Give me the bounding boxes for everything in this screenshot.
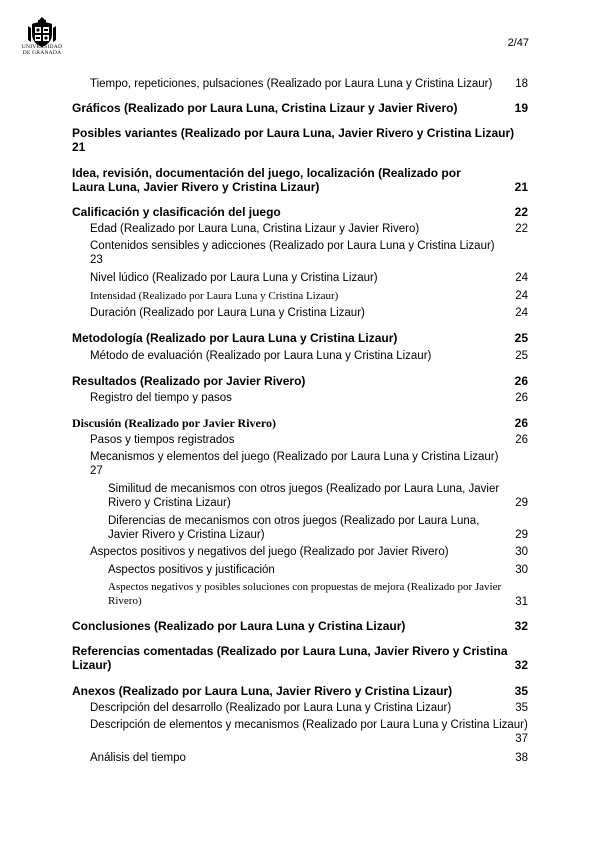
toc-entry-title: Calificación y clasificación del juego — [72, 205, 281, 219]
toc-entry-title: Aspectos positivos y negativos del juego (Realizado por Javier Rivero) — [90, 546, 449, 558]
toc-entry-title: Mecanismos y elementos del juego (Realizado por Laura Luna y Cristina Lizaur) 27 — [90, 451, 499, 477]
toc-entry-title: Similitud de mecanismos con otros juegos (Realizado por Laura Luna, Javier Rivero y Cristina Lizaur) — [108, 483, 500, 509]
toc-entry-title: Posibles variantes (Realizado por Laura Luna, Javier Rivero y Cristina Lizaur) 21 — [72, 126, 515, 154]
toc-entry[interactable] — [90, 718, 528, 746]
toc-entry-page: 31 — [515, 596, 528, 608]
toc-entry-title: Descripción de elementos y mecanismos (Realizado por Laura Luna y Cristina Lizaur) — [90, 719, 528, 731]
toc-entry[interactable] — [90, 391, 528, 405]
toc-entry-page: 18 — [515, 78, 528, 90]
toc-entry-title: Aspectos negativos y posibles soluciones con propuestas de mejora (Realizado por Javier Rivero) — [108, 581, 502, 607]
toc-entry[interactable] — [72, 205, 528, 219]
toc-entry[interactable] — [90, 239, 528, 267]
toc-entry-title: Intensidad (Realizado por Laura Luna y Cristina Lizaur) — [90, 290, 339, 302]
toc-entry-page: 22 — [514, 205, 528, 219]
toc-entry-page: 32 — [514, 619, 528, 633]
toc-entry[interactable] — [72, 619, 528, 633]
toc-entry[interactable] — [72, 166, 528, 194]
toc-entry-page: 19 — [514, 101, 528, 115]
toc-entry[interactable] — [90, 271, 528, 285]
toc-entry-title: Diferencias de mecanismos con otros juegos (Realizado por Laura Luna, Javier Rivero y Cristina Lizaur) — [108, 515, 480, 541]
toc-entry-title: Registro del tiempo y pasos — [90, 392, 232, 404]
toc-entry-page: 30 — [515, 546, 528, 558]
toc-entry[interactable] — [72, 126, 528, 154]
toc-entry-page: 29 — [515, 497, 528, 509]
toc-entry[interactable] — [72, 331, 528, 345]
toc-entry[interactable] — [90, 701, 528, 715]
toc-entry-page: 37 — [515, 733, 528, 745]
toc-entry[interactable] — [72, 684, 528, 698]
toc-entry-title: Pasos y tiempos registrados — [90, 434, 235, 446]
toc-entry-page: 38 — [515, 752, 528, 764]
toc-entry-title: Nivel lúdico (Realizado por Laura Luna y Cristina Lizaur) — [90, 272, 378, 284]
toc-entry[interactable] — [90, 222, 528, 236]
toc-entry-title: Gráficos (Realizado por Laura Luna, Cristina Lizaur y Javier Rivero) — [72, 101, 458, 115]
toc-entry-page: 24 — [515, 272, 528, 284]
toc-entry[interactable] — [90, 289, 528, 303]
toc-entry-page: 25 — [514, 331, 528, 345]
toc-entry-page: 35 — [515, 702, 528, 714]
toc-entry-title: Metodología (Realizado por Laura Luna y Cristina Lizaur) — [72, 331, 398, 345]
toc-entry-page: 26 — [514, 374, 528, 388]
toc-entry-page: 32 — [514, 658, 528, 672]
toc-entry-page: 25 — [515, 350, 528, 362]
toc-entry-title: Idea, revisión, documentación del juego, localización (Realizado por Laura Luna, Javier Rivero y Cristina Lizaur) — [72, 166, 461, 194]
toc-entry-title: Anexos (Realizado por Laura Luna, Javier Rivero y Cristina Lizaur) — [72, 684, 453, 698]
toc-entry[interactable] — [90, 450, 528, 478]
toc-entry-page: 35 — [514, 684, 528, 698]
toc-entry[interactable] — [90, 306, 528, 320]
toc-entry[interactable] — [72, 416, 528, 430]
toc-entry-page: 29 — [515, 529, 528, 541]
toc-entry-title: Método de evaluación (Realizado por Laura Luna y Cristina Lizaur) — [90, 350, 432, 362]
toc-entry-title: Contenidos sensibles y adicciones (Realizado por Laura Luna y Cristina Lizaur) 23 — [90, 240, 495, 266]
toc-entry[interactable] — [108, 482, 528, 510]
toc-entry-page: 26 — [515, 392, 528, 404]
toc-entry-title: Aspectos positivos y justificación — [108, 564, 275, 576]
toc-entry[interactable] — [90, 433, 528, 447]
toc-entry-title: Edad (Realizado por Laura Luna, Cristina Lizaur y Javier Rivero) — [90, 223, 420, 235]
toc-entry[interactable] — [90, 77, 528, 91]
toc-entry-page: 26 — [514, 416, 528, 430]
toc-entry-title: Conclusiones (Realizado por Laura Luna y Cristina Lizaur) — [72, 619, 406, 633]
toc-entry-page: 24 — [515, 290, 528, 302]
toc-entry-title: Descripción del desarrollo (Realizado por Laura Luna y Cristina Lizaur) — [90, 702, 452, 714]
toc-entry[interactable] — [108, 580, 528, 608]
toc-entry[interactable] — [72, 644, 528, 672]
toc-entry[interactable] — [90, 349, 528, 363]
page-number: 2/47 — [507, 37, 529, 49]
toc-entry-title: Duración (Realizado por Laura Luna y Cristina Lizaur) — [90, 307, 365, 319]
toc-entry-page: 26 — [515, 434, 528, 446]
toc-entry[interactable] — [108, 514, 528, 542]
toc-entry-title: Resultados (Realizado por Javier Rivero) — [72, 374, 306, 388]
toc-entry[interactable] — [90, 751, 528, 765]
toc-entry-page: 22 — [515, 223, 528, 235]
toc-entry[interactable] — [90, 545, 528, 559]
toc-entry[interactable] — [72, 374, 528, 388]
toc-entry-title: Análisis del tiempo — [90, 752, 186, 764]
toc-entry-page: 21 — [514, 180, 528, 194]
toc-entry-page: 24 — [515, 307, 528, 319]
toc-entry[interactable] — [108, 563, 528, 577]
toc-entry[interactable] — [72, 101, 528, 115]
university-name: UNIVERSIDAD DE GRANADA — [21, 44, 63, 57]
toc-entry-title: Discusión (Realizado por Javier Rivero) — [72, 416, 276, 430]
toc-entry-title: Referencias comentadas (Realizado por Laura Luna, Javier Rivero y Cristina Lizaur) — [72, 644, 508, 672]
toc-entry-page: 30 — [515, 564, 528, 576]
toc-entry-title: Tiempo, repeticiones, pulsaciones (Realizado por Laura Luna y Cristina Lizaur) — [90, 78, 493, 90]
